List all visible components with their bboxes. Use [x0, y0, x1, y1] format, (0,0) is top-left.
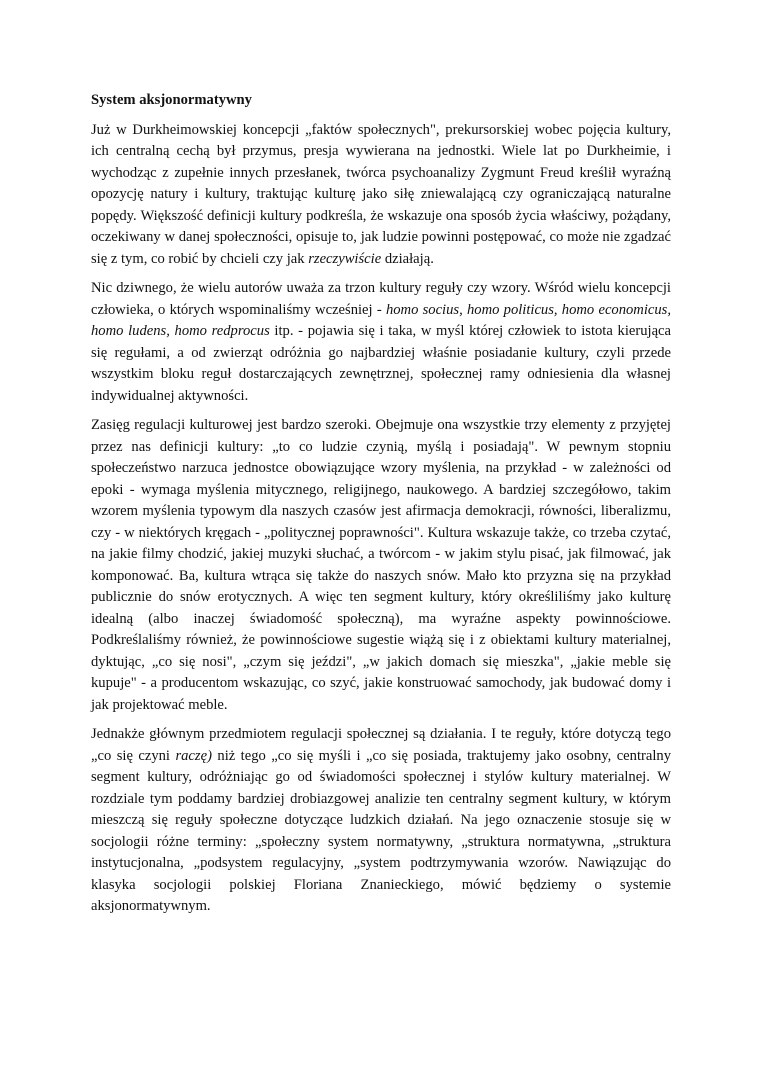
text-run: działają. — [381, 250, 434, 267]
paragraph — [91, 120, 671, 271]
section-title: System aksjonormatywny — [91, 92, 252, 108]
paragraph — [91, 724, 671, 918]
document-body — [91, 120, 671, 918]
text-run: Już w Durkheimowskiej koncepcji „faktów społecznych", prekursorskiej wobec pojęcia kultury, ich centralną cechą był przymus, presja wywierana na jednostki. Wiele lat po Durkheimie, i wychodząc z zupełnie innych przesłanek, twórca psychoanalizy Zygmunt Freud kreślił wyraźną opozycję natury i kultury, traktując kulturę jako siłę zniewalającą czy ograniczającą naturalne popędy. Większość definicji kultury podkreśla, że wskazuje ona sposób życia właściwy, pożądany, oczekiwany w danej społeczności, opisuje to, jak ludzie powinni postępować, co może nie zgadzać się z tym, co robić by chcieli czy jak — [91, 121, 671, 267]
text-run: Zasięg regulacji kulturowej jest bardzo szeroki. Obejmuje ona wszystkie trzy elementy z przyjętej przez nas definicji kultury: „to co ludzie czynią, myślą i posiadają". W pewnym stopniu społeczeństwo narzuca jednostce obowiązujące wzory myślenia, na przykład - w zależności od epoki - wymaga myślenia mitycznego, religijnego, naukowego. A bardziej szczegółowo, takim wzorem myślenia typowym dla naszych czasów jest afirmacja demokracji, równości, liberalizmu, czy - w niektórych kręgach - „politycznej poprawności". Kultura wskazuje także, co trzeba czytać, na jakie filmy chodzić, jakiej muzyki słuchać, a twórcom - w jakim stylu pisać, jak filmować, jak komponować. Ba, kultura wtrąca się także do naszych snów. Mało kto przyzna się na przykład publicznie do snów erotycznych. A więc ten segment kultury, który określiliśmy jako kulturę idealną (albo inaczej świadomość społeczną), ma wyraźne aspekty powinnościowe. Podkreślaliśmy również, że powinnościowe sugestie wiążą się i z obiektami kultury materialnej, dyktując, „co się nosi", „czym się jeździ", „w jakich domach się mieszka", „jakie meble się kupuje" - a producentom wskazując, co szyć, jakie konstruować samochody, jak budować domy i jak projektować meble. — [91, 417, 671, 713]
text-run: itp. - pojawia się i taka, w myśl której człowiek to istota kierująca się regułami, a od zwierząt odróżnia go najbardziej właśnie posiadanie kultury, czyli przede wszystkim bloku reguł dostarczających zewnętrznej, społecznej ramy odniesienia dla własnej indywidualnej aktywności. — [91, 323, 671, 404]
text-run: Nic dziwnego, że wielu autorów uważa za trzon kultury reguły czy wzory. Wśród wielu koncepcji człowieka, o których wspominaliśmy wcześniej - — [91, 280, 671, 318]
italic-text-run: raczę) — [175, 747, 212, 764]
document-page — [91, 90, 671, 926]
paragraph — [91, 278, 671, 407]
italic-text-run: rzeczywiście — [308, 250, 382, 267]
text-run: niż tego „co się myśli i „co się posiada, traktujemy jako osobny, centralny segment kultury, odróżniając go od świadomości społecznej i stylów kultury materialnej. W rozdziale tym poddamy bardziej drobiazgowej analizie ten centralny segment kultury, w którym mieszczą się reguły społeczne dotyczące ludzkich działań. Na jego oznaczenie stosuje się w socjologii różne terminy: „społeczny system normatywny, „struktura normatywna, „struktura instytucjonalna, „podsystem regulacyjny, „system podtrzymywania wzorów. Nawiązując do klasyka socjologii polskiej Floriana Znanieckiego, mówić będziemy o systemie aksjonormatywnym. — [91, 747, 671, 914]
italic-text-run: homo socius, homo politicus, homo economicus, homo ludens, homo redprocus — [91, 301, 672, 339]
text-run: Jednakże głównym przedmiotem regulacji społecznej są działania. I te reguły, które dotyczą tego „co się czyni — [91, 726, 671, 764]
paragraph — [91, 415, 671, 716]
